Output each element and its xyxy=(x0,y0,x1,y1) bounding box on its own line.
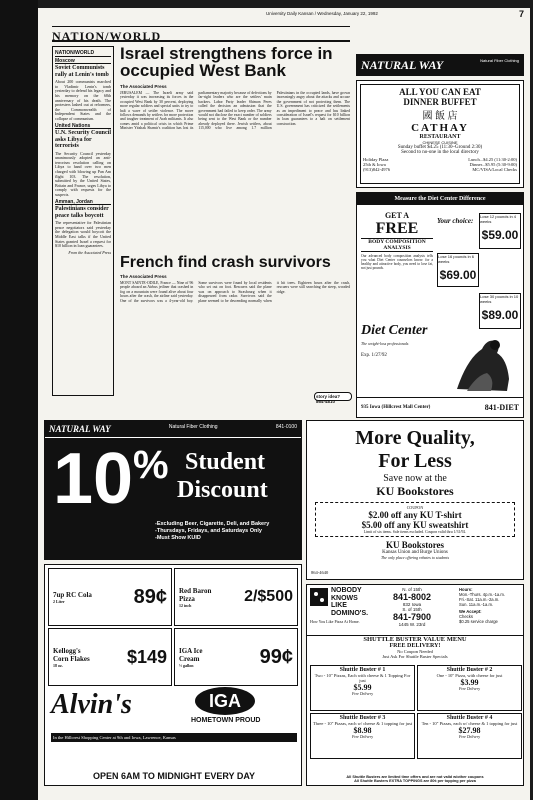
diet-address: 935 Iowa (Hillcrest Mall Center) xyxy=(361,405,431,410)
cathay-phone: (913)842-4976 xyxy=(363,167,390,172)
shuttle-buster-1-desc: Two - 10" Pizzas, Each with cheese & 1 Topping For just xyxy=(314,673,411,683)
alvins-item-4-price: 99¢ xyxy=(259,645,293,668)
diet-price1-box xyxy=(479,213,521,249)
ku-limit: Limit of six items. Sale items excluded. Coupon valid thru 1/31/92. xyxy=(363,530,467,534)
diet-expires: Exp. 1/27/92 xyxy=(361,353,387,358)
dominos-accept: We Accept: xyxy=(459,609,482,614)
ad-ku-bookstores xyxy=(306,420,524,580)
scan-edge xyxy=(0,0,38,800)
story2-body: MONT SAINTE-ODILE, France — Nine of 96 people aboard an Airbus jetliner that crashed in fog on a mountain were found alive about four hours after the crash, the airline said yesterday. One of the survivors was a 4-year-old boy. Some survivors were found by local residents who set out on foot. Rescuers said the plane was on approach to Strasbourg when it disappeared from radar. Survivors said the plane seemed to be descending normally when it hit trees. Eighteen hours after the crash, rescuers were still searching the steep, wooded ridge. xyxy=(120,281,350,303)
ad-diet-center xyxy=(356,192,524,418)
diet-logo: Diet Center xyxy=(361,323,428,338)
ku-offer2: $5.00 off any KU sweatshirt xyxy=(361,520,469,530)
diet-price3-box xyxy=(479,293,521,329)
cathay-chinese: 國 飯 店 xyxy=(422,111,458,122)
diet-price3: $89.00 xyxy=(481,308,519,322)
cathay-cuisine: CHINESE CUISINE xyxy=(422,140,458,145)
story1-body: JERUSALEM — The Israeli army said yesterday it was increasing its forces in the occupied West Bank by 30 percent, deploying more regular soldiers and special units to try to halt a wave of settler violence. The move follows demands by settlers for more protection and tougher treatment of Arab militants. It also comes amid a political crisis in which Prime Minister Yitzhak Shamir's coalition has lost its parliamentary majority because of defections by far-right leaders who are the settlers' main backers. Labor Party leader Shimon Peres called the decision an admission that the government had failed to keep order. The army would not disclose the exact number of soldiers being sent to the West Bank or the number already deployed there. Jewish settlers, about 115,000 who live among 1.7 million Palestinians in the occupied lands, have grown increasingly angry about the attacks and accuse the government of not protecting them. The U.S. government has criticized the settlements as an impediment to peace and has linked consideration of Israel's request for $10 billion in loan guarantees to a halt on settlement construction. xyxy=(120,91,350,131)
section-title: NATION/WORLD xyxy=(52,29,162,43)
brief-un-body: The Security Council yesterday unanimously adopted an anti-terrorism resolution calling on Libya to hand over two men charged with blowing up Pan Am flight 103. The resolution, submitted by the United States, Britain and France, urges Libya to comply with requests for the suspects. xyxy=(55,150,111,197)
diet-price1: $59.00 xyxy=(481,228,519,242)
ku-sub4: The only place offering rebates to students xyxy=(380,555,450,560)
dominos-sun: Sun. 11a.m.-1a.m. xyxy=(459,602,494,607)
page-number: 7 xyxy=(518,9,524,19)
shuttle-buster-3 xyxy=(310,713,415,759)
dominos-charge: $0.25 service charge xyxy=(459,619,498,624)
diet-price2-box xyxy=(437,253,479,287)
cathay-lunch: Lunch...$4.25 (11:30-2:00) xyxy=(468,157,517,162)
alvins-item-2-size: 12 inch xyxy=(179,602,192,608)
shuttle-buster-4-delivery: Free Delivery xyxy=(458,735,481,739)
dominos-footer2: All Shuttle Busters EXTRA TOPPINGS are 80¢ per topping per pizza xyxy=(354,779,476,783)
brief-amman-body: The representative for Palestinian peace negotiators said yesterday the delegation would boycott the Middle East talks if the United States granted Israel a request for $10 billion in loan guarantees. xyxy=(55,220,111,249)
diet-title2: FREE xyxy=(375,220,419,237)
ad-natural-way-top xyxy=(356,54,524,76)
alvins-item-1 xyxy=(48,568,172,626)
alvins-item-2-name: Red Baron Pizza xyxy=(179,586,212,603)
ku-sub1: Save now at the xyxy=(383,473,447,484)
diet-woman-illustration xyxy=(437,329,521,393)
dominos-hours: Mon.-Thurs. 4p.m.-1a.m. xyxy=(459,592,506,597)
dominos-checks: Checks xyxy=(459,614,473,619)
ku-coupon-label: COUPON xyxy=(406,505,424,510)
diet-price3-label: Lose 30 pounds in 10 weeks xyxy=(480,294,519,304)
dominos-menu-head: SHUTTLE BUSTER VALUE MENU xyxy=(363,636,467,643)
ku-name: KU Bookstores xyxy=(385,540,445,550)
shuttle-buster-1 xyxy=(310,665,415,711)
shuttle-buster-2 xyxy=(417,665,522,711)
briefs-label: NATION/WORLD xyxy=(55,51,111,57)
ku-headline1: More Quality, xyxy=(355,427,475,449)
story1-headline: Israel strengthens force in occupied West Bank xyxy=(120,44,333,80)
student-big-number: 10 xyxy=(53,439,134,519)
diet-phone: 841-DIET xyxy=(484,403,519,412)
brief-moscow-body: About 200 communists marched to Vladimir Lenin's tomb yesterday to defend his legacy and his memory on the 68th anniversary of his death. The protesters lashed out at reformers, the Commonwealth of Independent States and the collapse of communism. xyxy=(55,79,111,121)
shuttle-buster-2-desc: One - 10" Pizza, with cheese for just xyxy=(436,673,503,678)
brief-moscow-dateline: Moscow xyxy=(55,59,111,65)
iga-tagline: HOMETOWN PROUD xyxy=(191,717,261,724)
student-percent: % xyxy=(133,443,169,487)
alvins-item-4-name: IGA Ice Cream xyxy=(179,646,203,663)
alvins-item-1-name: 7up RC Cola xyxy=(53,590,92,599)
natural-way-sub: Natural Fiber Clothing xyxy=(480,58,519,63)
brief-amman-title: Palestinians consider peace talks boycott xyxy=(55,206,109,219)
dominos-addr2: 1445 W. 23rd xyxy=(398,622,426,627)
brief-amman-dateline: Amman, Jordan xyxy=(55,200,111,206)
story-idea-box[interactable] xyxy=(314,392,352,404)
dominos-just-ask: Just Ask For Shuttle Buster Specials xyxy=(382,654,448,659)
dominos-tag4: DOMINO'S. xyxy=(331,609,369,617)
story2-headline: French find crash survivors xyxy=(120,254,331,271)
dominos-logo-icon xyxy=(310,588,328,606)
diet-price2-label: Lose 16 pounds in 6 weeks xyxy=(438,254,475,264)
diet-price2: $69.00 xyxy=(439,268,477,282)
diet-body: Our advanced body composition analysis tells you what Diet Center counselors know: for a healthy and attractive body, you need to lose fat, not just pounds. xyxy=(361,254,433,270)
ad-cathay xyxy=(356,80,524,188)
brief-moscow-title: Soviet Communists rally at Lenin's tomb xyxy=(55,65,109,78)
ad-student-discount xyxy=(44,420,302,560)
newspaper-page xyxy=(38,8,530,800)
shuttle-buster-4-title: Shuttle Buster # 4 xyxy=(446,715,493,721)
story1-byline: The Associated Press xyxy=(120,84,167,89)
briefs-credit: From the Associated Press xyxy=(68,249,111,255)
student-brand-sub: Natural Fiber Clothing xyxy=(168,424,218,430)
dominos-hours-head: Hours: xyxy=(459,587,473,592)
ku-phone: 864-4640 xyxy=(311,570,329,575)
cathay-line1: ALL YOU CAN EAT xyxy=(399,87,481,97)
cathay-addr2: 25th & Iowa xyxy=(363,162,386,167)
alvins-item-4-size: ½ gallon xyxy=(179,662,194,668)
dominos-tag3: LIKE xyxy=(331,602,347,609)
alvins-item-4 xyxy=(174,628,298,686)
brief-un-title: U.N. Security Council asks Libya for terrorists xyxy=(55,130,111,150)
alvins-item-1-size: 2 Liter xyxy=(53,598,65,604)
shuttle-buster-4-desc: Ten - 10" Pizzas, each w/ cheese & 1 topping for just xyxy=(421,721,518,726)
ku-sub3: Kansas Union and Burge Unions xyxy=(382,550,448,555)
student-note3: -Must Show KUID xyxy=(155,535,201,541)
folio-line: University Daily Kansan / Wednesday, January 22, 1992 xyxy=(266,11,378,16)
alvins-item-2-price: 2/$500 xyxy=(244,588,293,605)
alvins-item-3-size: 18 oz. xyxy=(53,662,63,668)
briefs-column xyxy=(52,46,114,396)
diet-choice: Your choice: xyxy=(437,217,474,225)
cathay-name2: RESTAURANT xyxy=(419,134,461,140)
alvins-item-2 xyxy=(174,568,298,626)
shuttle-buster-4 xyxy=(417,713,522,759)
dominos-no-coupon: No Coupon Needed xyxy=(397,649,433,654)
ku-headline2: For Less xyxy=(378,450,452,472)
shuttle-buster-3-delivery: Free Delivery xyxy=(351,735,374,739)
student-word1: Student xyxy=(185,449,266,475)
dominos-phone1: 841-8002 xyxy=(393,592,432,602)
shuttle-buster-1-title: Shuttle Buster # 1 xyxy=(339,667,386,673)
ad-alvins-iga xyxy=(44,564,302,786)
alvins-hours: OPEN 6AM TO MIDNIGHT EVERY DAY xyxy=(92,771,256,781)
dominos-tag2: KNOWS xyxy=(331,594,358,602)
story2-byline: The Associated Press xyxy=(120,274,167,279)
ku-offer1: $2.00 off any KU T-shirt xyxy=(368,510,462,520)
diet-tagline: The weight-loss professionals xyxy=(361,341,409,346)
dominos-tag1: NOBODY xyxy=(331,587,362,594)
student-note2: -Thursdays, Fridays, and Saturdays Only xyxy=(155,528,262,534)
dominos-loc2: S. of 15th xyxy=(402,607,422,612)
dominos-phone2: 841-7900 xyxy=(393,612,432,622)
student-word2: Discount xyxy=(177,477,268,503)
student-brand: NATURAL WAY xyxy=(49,424,111,434)
diet-header: Measure the Diet Center Difference xyxy=(357,193,523,205)
shuttle-buster-4-price: $27.98 xyxy=(458,726,481,735)
natural-way-brand: NATURAL WAY xyxy=(361,58,444,72)
alvins-location: In the Hillcrest Shopping Center at 9th and Iowa, Lawrence, Kansas xyxy=(51,733,297,742)
cathay-cards: MC/VISA/Local Checks xyxy=(472,167,517,172)
shuttle-buster-2-title: Shuttle Buster # 2 xyxy=(446,667,493,673)
diet-title1: GET A xyxy=(384,211,410,220)
shuttle-buster-2-price: $3.99 xyxy=(460,678,479,687)
alvins-item-3-name: Kellogg's Corn Flakes xyxy=(53,646,90,663)
cathay-name: CATHAY xyxy=(411,122,469,134)
dominos-sub: How You Like Pizza At Home. xyxy=(310,619,360,624)
student-phone: 841-0100 xyxy=(275,424,297,430)
dominos-footer1: All Shuttle Busters are limited time offers and are not valid w/other coupons xyxy=(346,775,484,779)
dominos-free: FREE DELIVERY! xyxy=(389,643,441,649)
shuttle-buster-2-delivery: Free Delivery xyxy=(458,687,481,691)
shuttle-buster-1-delivery: Free Delivery xyxy=(351,692,374,696)
cathay-line2: DINNER BUFFET xyxy=(403,97,477,107)
dominos-fri: Fri.-Sat. 11a.m.-2a.m. xyxy=(459,597,500,602)
alvins-item-3 xyxy=(48,628,172,686)
alvins-logo: Alvin's xyxy=(51,689,132,720)
diet-price1-label: Lose 12 pounds in 4 weeks xyxy=(480,214,517,224)
dominos-addr1: 832 Iowa xyxy=(402,602,422,607)
ku-sub2: KU Bookstores xyxy=(376,484,454,498)
dominos-loc1: N. of 15th xyxy=(402,587,422,592)
brief-un-dateline: United Nations xyxy=(55,124,111,130)
alvins-item-1-price: 89¢ xyxy=(133,585,167,608)
cathay-sunday: Sunday buffet $4.25 (11:30–Ground 2:30) xyxy=(397,145,483,150)
shuttle-buster-3-title: Shuttle Buster # 3 xyxy=(339,715,386,721)
section-masthead xyxy=(52,26,350,42)
shuttle-buster-1-price: $5.99 xyxy=(353,683,372,692)
ad-dominos xyxy=(306,584,524,786)
story-idea-text: story idea? 864-4810 xyxy=(316,394,341,404)
diet-title3: BODY COMPOSITION ANALYSIS xyxy=(361,238,433,252)
alvins-item-3-price: $149 xyxy=(126,646,167,667)
student-note1: -Excluding Beer, Cigarette, Deli, and Bakery xyxy=(155,521,270,527)
shuttle-buster-3-price: $8.98 xyxy=(353,726,372,735)
shuttle-buster-3-desc: Three - 10" Pizzas, each w/ cheese & 1 topping for just xyxy=(312,721,413,726)
iga-logo: IGA xyxy=(195,687,255,715)
cathay-dinner: Dinner...$5.95 (5:30-9:00) xyxy=(469,162,517,167)
cathay-second: Second to no-one in the local directory xyxy=(401,150,479,155)
cathay-addr1: Holiday Plaza xyxy=(363,157,389,162)
